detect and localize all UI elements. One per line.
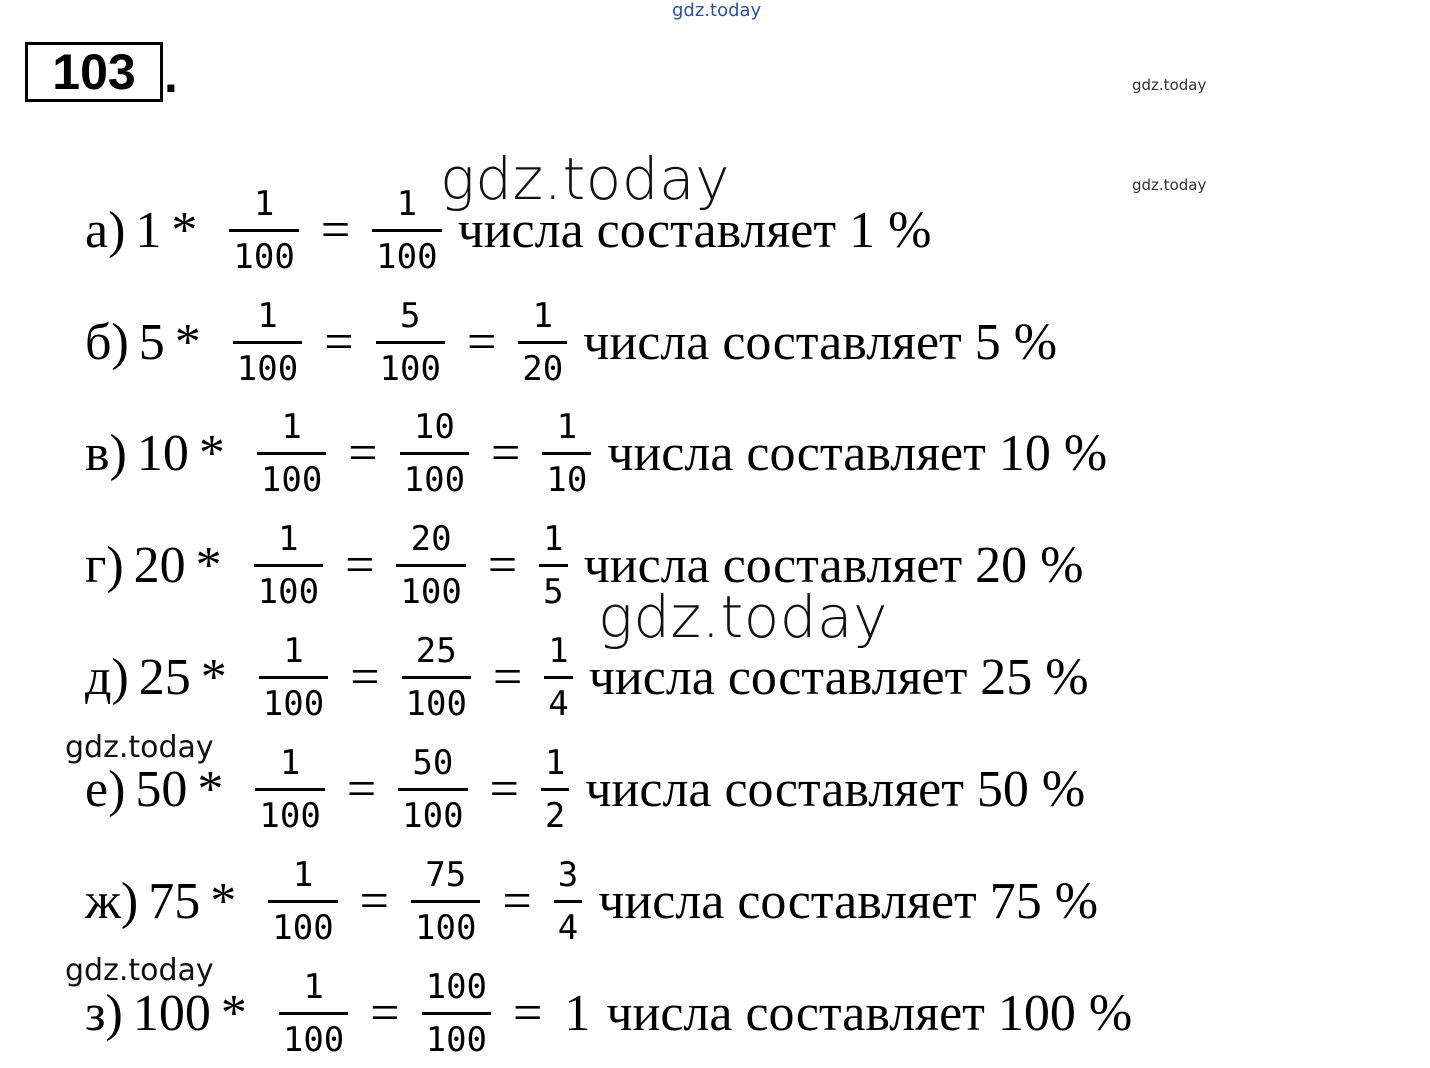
conclusion-text: числа составляет 20 %: [583, 536, 1084, 594]
equation-line: [85, 622, 1089, 732]
fraction-numerator: 1: [544, 742, 566, 783]
equals-sign: =: [370, 984, 400, 1042]
multiply-sign: *: [195, 536, 222, 594]
fraction-numerator: 1: [532, 295, 553, 336]
fraction-one-hundredth: [279, 966, 348, 1060]
fraction-denominator: 100: [233, 236, 295, 277]
equals-sign: =: [346, 760, 377, 818]
fraction-numerator: 1: [292, 854, 314, 895]
fraction-simplified: [518, 295, 567, 389]
item-label: г): [85, 536, 124, 594]
conclusion-text: числа составляет 5 %: [583, 313, 1058, 371]
item-label: а): [85, 201, 126, 259]
fraction-one-hundredth: [255, 742, 324, 836]
fraction-numerator: 1: [278, 518, 299, 559]
item-label: д): [85, 648, 129, 706]
conclusion-text: числа составляет 75 %: [598, 872, 1099, 930]
factor-value: 20: [133, 536, 186, 594]
fraction-denominator: 100: [257, 571, 320, 612]
equation-line: [85, 510, 1083, 620]
fraction-numerator: 1: [279, 742, 301, 783]
multiply-sign: *: [197, 760, 224, 818]
fraction-numerator: 25: [415, 630, 457, 671]
fraction-denominator: 100: [282, 1019, 345, 1060]
fraction-simplified: [539, 518, 567, 612]
equals-sign: =: [350, 648, 380, 706]
factor-value: 10: [136, 424, 189, 482]
fraction-denominator: 4: [548, 683, 569, 724]
fraction-denominator: 100: [260, 459, 323, 500]
fraction-denominator: 100: [272, 907, 334, 948]
fraction-simplified: [541, 742, 569, 836]
fraction-numerator: 1: [548, 630, 569, 671]
fraction-product: [398, 742, 467, 836]
multiply-sign: *: [200, 648, 227, 706]
fraction-numerator: 1: [283, 630, 304, 671]
result-value: 1: [564, 984, 591, 1042]
fraction-product: [422, 966, 491, 1060]
equation-line: [85, 734, 1085, 844]
fraction-denominator: 100: [259, 795, 321, 836]
fraction-denominator: 100: [403, 459, 466, 500]
conclusion-text: числа составляет 100 %: [606, 984, 1133, 1042]
fraction-denominator: 5: [543, 571, 564, 612]
watermark-small-1: gdz.today: [1132, 76, 1207, 94]
fraction-product: [400, 406, 469, 500]
fraction-denominator: 100: [415, 907, 477, 948]
equation-line: [85, 287, 1057, 397]
equals-sign: =: [487, 536, 518, 594]
conclusion-text: числа составляет 10 %: [607, 424, 1108, 482]
fraction-product: [402, 630, 471, 724]
watermark-mid-2: gdz.today: [65, 953, 214, 988]
fraction-simplified: [542, 406, 591, 500]
watermark-big-1: gdz.today: [440, 145, 730, 213]
fraction-one-hundredth: [268, 854, 337, 948]
fraction-numerator: 50: [412, 742, 454, 783]
fraction-numerator: 5: [400, 295, 421, 336]
fraction-product: [396, 518, 465, 612]
fraction-product: [411, 854, 480, 948]
fraction-numerator: 1: [253, 183, 275, 224]
conclusion-text: числа составляет 25 %: [588, 648, 1089, 706]
equals-sign: =: [513, 984, 543, 1042]
equals-sign: =: [359, 872, 389, 930]
multiply-sign: *: [220, 984, 247, 1042]
fraction-numerator: 1: [281, 406, 302, 447]
watermark-top: gdz.today: [672, 0, 762, 21]
item-label: ж): [85, 872, 139, 930]
fraction-numerator: 20: [410, 518, 452, 559]
fraction-numerator: 1: [396, 183, 418, 224]
equals-sign: =: [324, 313, 354, 371]
watermark-big-2: gdz.today: [598, 583, 888, 651]
equation-line: [85, 398, 1107, 508]
fraction-denominator: 4: [557, 907, 579, 948]
conclusion-text: числа составляет 50 %: [585, 760, 1086, 818]
conclusion-text: числа составляет 1 %: [457, 201, 932, 259]
fraction-denominator: 100: [379, 348, 441, 389]
fraction-numerator: 1: [257, 295, 278, 336]
fraction-simplified: [544, 630, 572, 724]
multiply-sign: *: [171, 201, 198, 259]
factor-value: 75: [148, 872, 201, 930]
fraction-numerator: 10: [413, 406, 455, 447]
fraction-product: [376, 295, 445, 389]
factor-value: 5: [138, 313, 165, 371]
problem-number: 103: [25, 42, 163, 102]
multiply-sign: *: [210, 872, 237, 930]
fraction-denominator: 100: [405, 683, 467, 724]
fraction-denominator: 10: [546, 459, 588, 500]
fraction-denominator: 100: [262, 683, 325, 724]
fraction-denominator: 20: [522, 348, 564, 389]
fraction-one-hundredth: [233, 295, 302, 389]
factor-value: 100: [132, 984, 211, 1042]
factor-value: 50: [135, 760, 188, 818]
equals-sign: =: [491, 424, 521, 482]
fraction-denominator: 100: [402, 795, 464, 836]
fraction-product: [372, 183, 441, 277]
multiply-sign: *: [198, 424, 225, 482]
fraction-denominator: 100: [400, 571, 462, 612]
item-label: е): [85, 760, 126, 818]
fraction-denominator: 100: [236, 348, 299, 389]
fraction-denominator: 100: [425, 1019, 488, 1060]
fraction-denominator: 100: [376, 236, 438, 277]
item-label: в): [85, 424, 127, 482]
fraction-simplified: [554, 854, 582, 948]
fraction-numerator: 1: [543, 518, 564, 559]
fraction-numerator: 1: [556, 406, 578, 447]
equals-sign: =: [348, 424, 378, 482]
fraction-one-hundredth: [259, 630, 328, 724]
equals-sign: =: [345, 536, 375, 594]
fraction-numerator: 100: [425, 966, 488, 1007]
item-label: з): [85, 984, 123, 1042]
equals-sign: =: [320, 201, 351, 259]
fraction-one-hundredth: [254, 518, 323, 612]
equals-sign: =: [466, 313, 497, 371]
watermark-small-2: gdz.today: [1132, 176, 1207, 194]
fraction-numerator: 1: [303, 966, 324, 1007]
fraction-numerator: 75: [425, 854, 467, 895]
multiply-sign: *: [174, 313, 201, 371]
equation-line: [85, 846, 1098, 956]
fraction-one-hundredth: [229, 183, 298, 277]
equals-sign: =: [489, 760, 519, 818]
item-label: б): [85, 313, 129, 371]
problem-number-dot: .: [164, 47, 178, 103]
fraction-one-hundredth: [257, 406, 326, 500]
fraction-numerator: 3: [557, 854, 579, 895]
equals-sign: =: [502, 872, 532, 930]
watermark-mid-1: gdz.today: [65, 730, 214, 765]
factor-value: 1: [135, 201, 162, 259]
equals-sign: =: [492, 648, 523, 706]
equation-line: [85, 958, 1132, 1068]
fraction-denominator: 2: [544, 795, 566, 836]
factor-value: 25: [138, 648, 191, 706]
